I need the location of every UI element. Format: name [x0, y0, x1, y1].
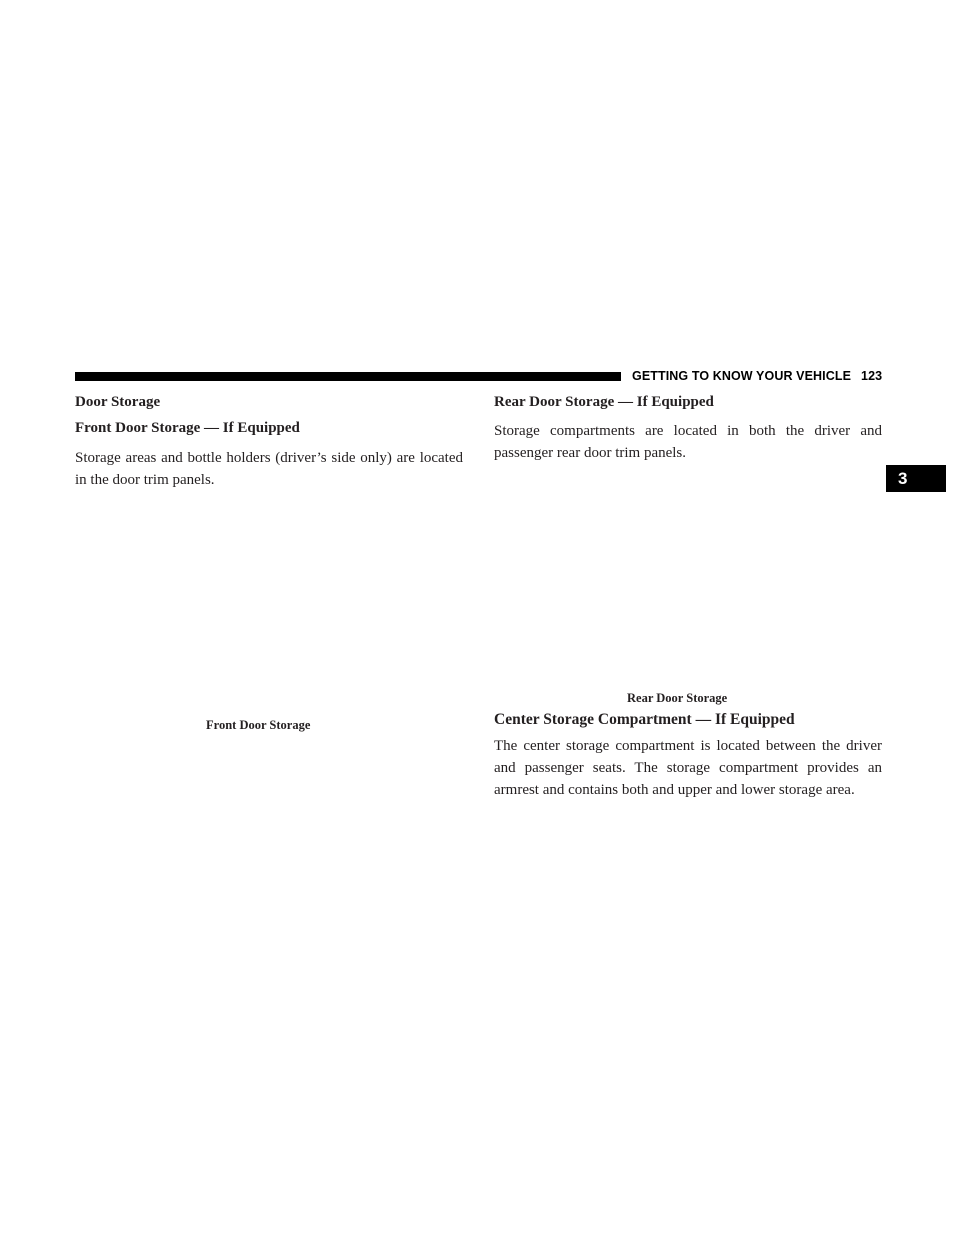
header-title: GETTING TO KNOW YOUR VEHICLE [632, 369, 852, 383]
heading-front-door-storage: Front Door Storage — If Equipped [75, 420, 300, 436]
running-header [632, 369, 882, 383]
header-rule [75, 372, 621, 381]
paragraph-rear-door-storage: Storage compartments are located in both the driver and passenger rear door trim panels. [494, 423, 882, 461]
caption-front-door-storage: Front Door Storage [206, 718, 311, 732]
heading-center-storage: Center Storage Compartment — If Equipped [494, 711, 795, 728]
paragraph-center-storage: The center storage compartment is located between the driver and passenger seats. The storage compartment provides an armrest and contains both and upper and lower storage area. [494, 738, 882, 798]
chapter-tab: 3 [886, 465, 946, 492]
heading-rear-door-storage: Rear Door Storage — If Equipped [494, 394, 714, 410]
paragraph-front-door-storage: Storage areas and bottle holders (driver’s side only) are located in the door trim panels. [75, 450, 463, 488]
page-number: 123 [861, 369, 883, 383]
caption-rear-door-storage: Rear Door Storage [627, 691, 728, 705]
section-title-door-storage: Door Storage [75, 394, 161, 410]
